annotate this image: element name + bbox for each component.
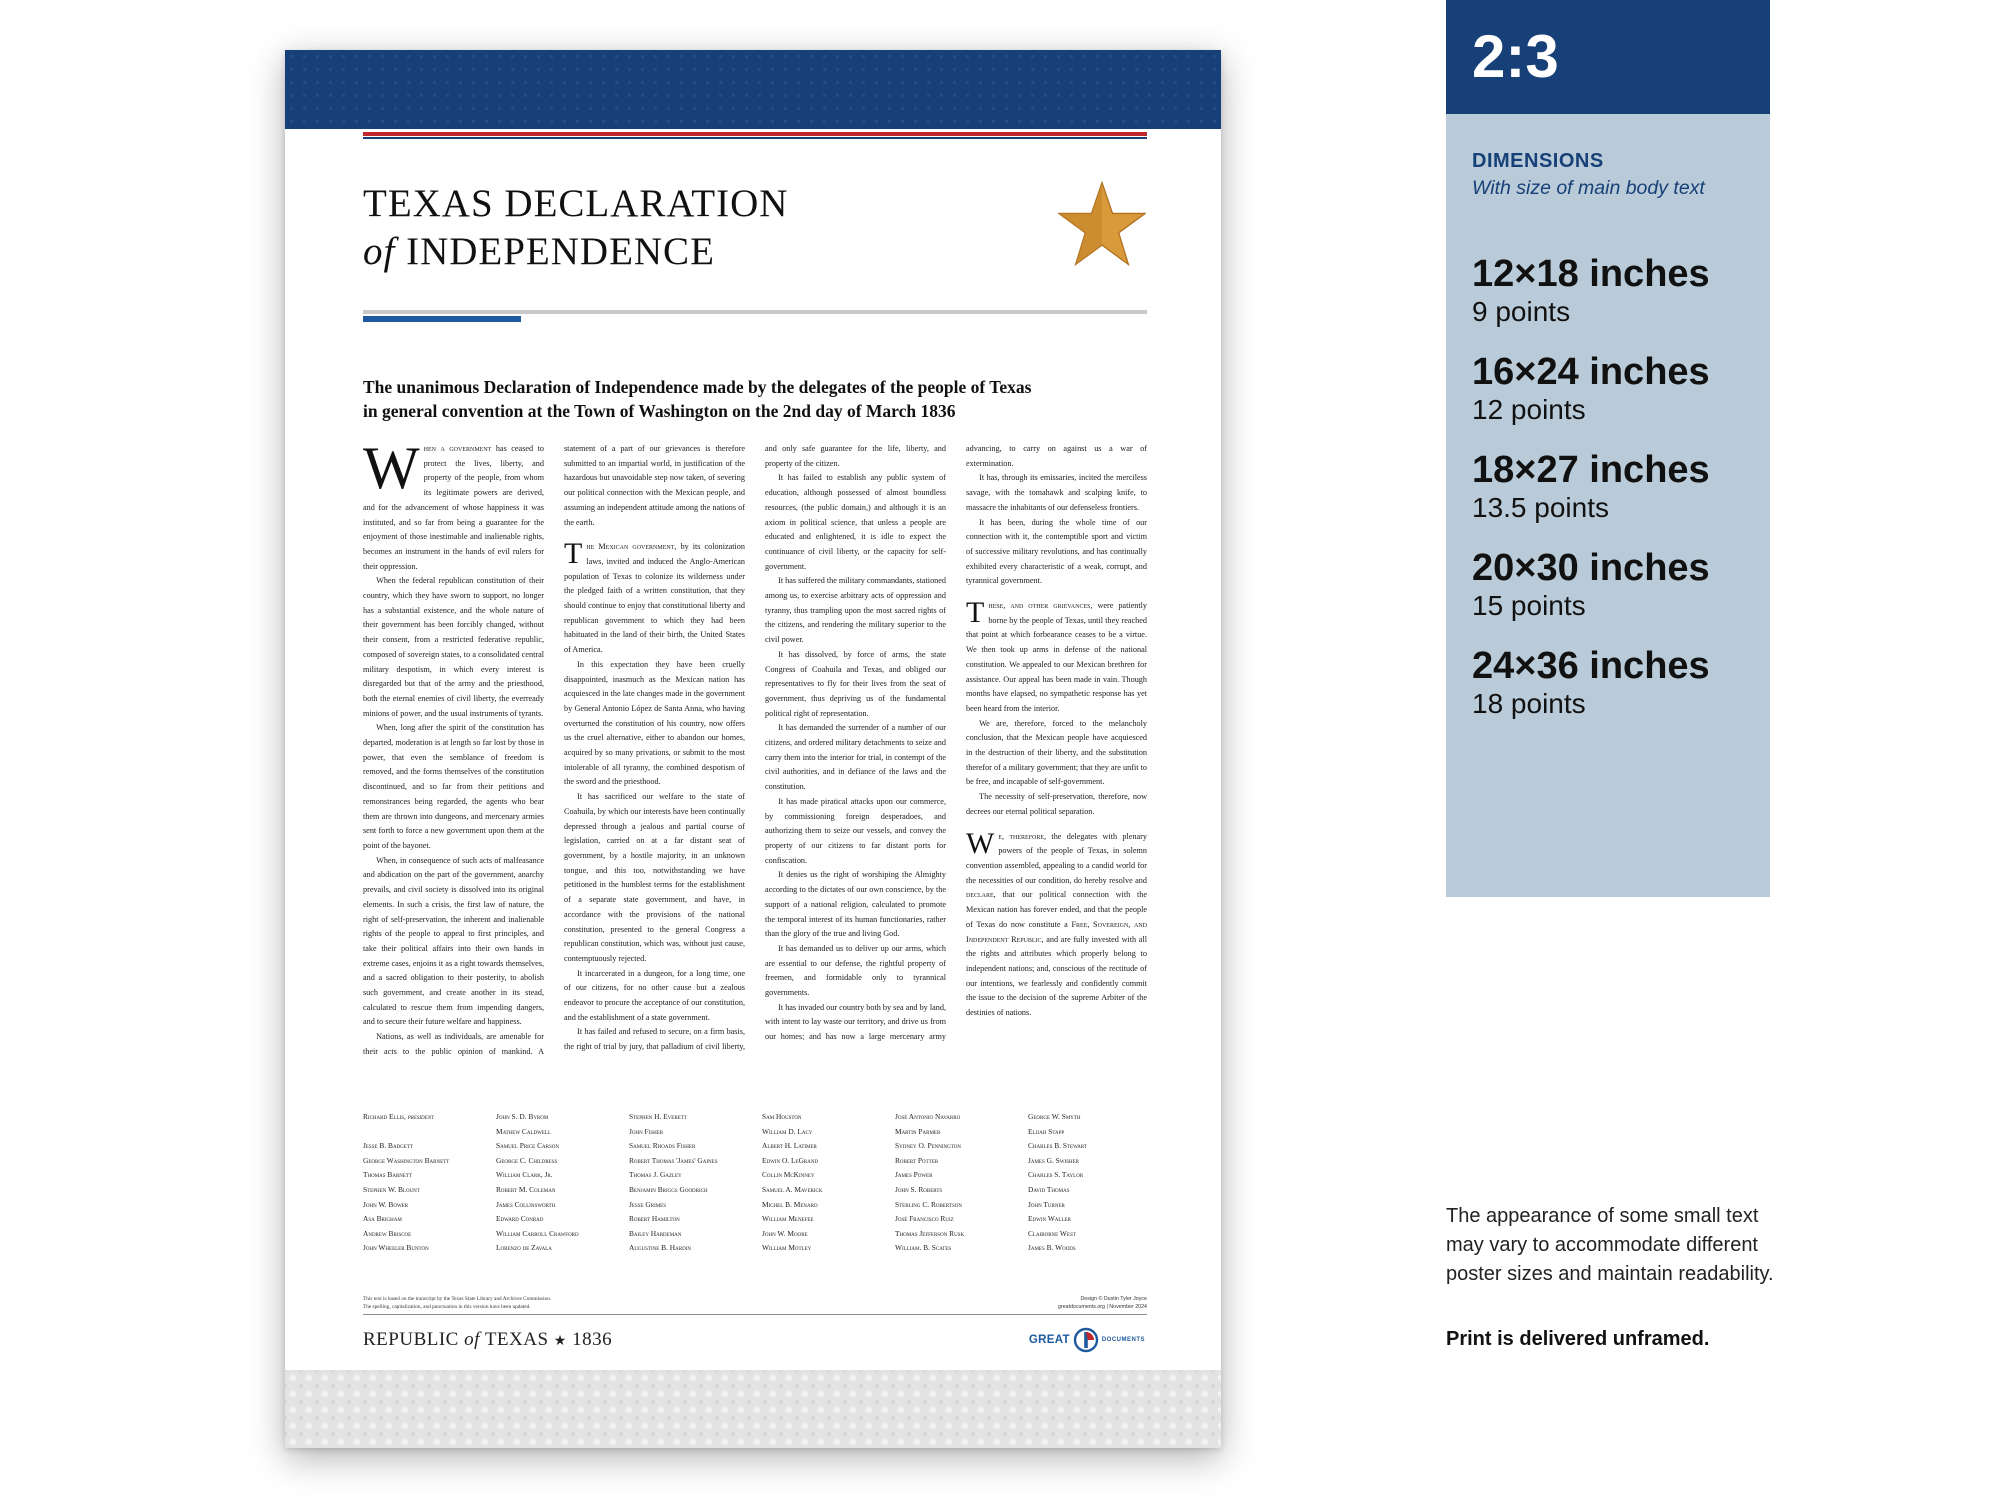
signer-name: Thomas Barnett — [363, 1170, 413, 1180]
signer-name: George W. Smyth — [1028, 1112, 1081, 1121]
signer-name: Sydney O. Pennington — [895, 1141, 961, 1151]
signer-name: John Fisher — [629, 1126, 664, 1136]
title-line-2 — [363, 228, 788, 276]
signer-name: Mathew Caldwell — [496, 1126, 552, 1136]
paragraph: It has invaded our country both by sea and by land, with intent to lay waste our territory, and drive us from our homes; and has now a large mercenary army advancing, to carry on against us a war of extermination. — [765, 444, 1147, 1042]
grey-rule — [363, 310, 1147, 314]
signer-name: Robert Thomas 'James' Gaines — [629, 1155, 718, 1165]
title-line-1: TEXAS DECLARATION — [363, 182, 789, 225]
size-label: 18×27 inches — [1472, 449, 1710, 491]
signer-name: James G. Swisher — [1028, 1155, 1079, 1165]
small-caps-lead: hen a government — [423, 444, 492, 453]
signer-name: Stephen W. Blount — [363, 1184, 420, 1194]
paragraph: The necessity of self-preservation, therefore, now decrees our eternal political separation. — [966, 792, 1147, 816]
size-label: 20×30 inches — [1472, 547, 1710, 589]
logo-word-great: GREAT — [1028, 1334, 1070, 1346]
small-caps-lead: e, therefore — [998, 831, 1045, 841]
signer-name: William Carroll Crawford — [496, 1228, 579, 1238]
signer-president — [363, 1110, 496, 1125]
paragraph: It has sacrificed our welfare to the state of Coahuila, by which our interests have been continually depressed through a jealous and partial course of legislation, carried on at a far distant seat of government, by a hostile majority, in an unknown tongue, and this too, notwithstanding we have petitioned in the humblest terms for the establishment of a separate state government, and have, in accordance with the provisions of the national constitution, presented to the general Congress a republican constitution, which was, without just cause, contemptuously rejected. — [564, 792, 745, 963]
title-of: of — [363, 230, 396, 273]
paragraph: When the federal republican constitution of their country, which they have sworn to support, no longer has a substantial existence, and the whole nature of their government has been forcibly changed, without their consent, from a restricted federative republic, composed of sovereign states, to a consolidated central military despotism, in which every interest is disregarded but that of the army and the priesthood, both the eternal enemies of civil liberty, the everready minions of power, and the usual instruments of tyrants. — [363, 576, 544, 718]
paragraph: When, long after the spirit of the constitution has departed, moderation is at length so far lost by those in power, that even the semblance of freedom is removed, and the forms themselves of the constitution discontinued, and so far from their petitions and remonstrances being regarded, the agents who bear them are thrown into dungeons, and mercenary armies sent forth to force a new government upon them at the point of the bayonet. — [363, 723, 544, 850]
signer-name: Richard Ellis, — [363, 1112, 406, 1121]
signers-column-4 — [762, 1110, 895, 1256]
signer-name: Bailey Hardeman — [629, 1228, 682, 1238]
paragraph: It has demanded us to deliver up our arms, which are essential to our defense, the rightful property of freemen, and formidable only to tyrannical governments. — [765, 943, 946, 998]
footer-word: REPUBLIC — [363, 1329, 459, 1350]
paragraph-text: , by its colonization laws, invited and induced the Anglo-American population of Texas to colonize its wilderness under the pledged faith of a written constitution, that they should continue to enjoy that constitutional liberty and republican government to which they had been habituated in the land of their birth, the United States of America. — [564, 542, 745, 655]
small-caps-word: declare — [966, 890, 994, 900]
great-documents-logo-icon — [1073, 1327, 1099, 1353]
paragraph — [564, 537, 745, 658]
signer-name: John S. D. Byrom — [496, 1112, 549, 1121]
size-option — [1472, 350, 1770, 426]
size-label: 24×36 inches — [1472, 645, 1710, 687]
text-size-label: 13.5 points — [1472, 492, 1609, 523]
paragraph-text: , the delegates with plenary powers of the people of Texas, in solemn convention assembled, appealing to a candid world for the necessities of our condition, do hereby resolve and — [966, 831, 1147, 885]
signer-name: George C. Childress — [496, 1155, 558, 1165]
paragraph: Nations, as well as individuals, are amenable for their acts to the public opinion of mankind. A statement of a part of our grievances is therefore submitted to an impartial world, in justification of the hazardous but unavoidable step now taken, of severing our political connection with the Mexican people, and assuming an independent attitude among the nations of the earth. — [363, 444, 745, 1056]
paragraph — [363, 442, 544, 574]
source-note-line-2: The spelling, capitalization, and punctuation in this version have been updated. — [363, 1304, 531, 1310]
bottom-pattern-band — [285, 1370, 1221, 1448]
small-star-icon: ★ — [553, 1334, 567, 1349]
paragraph: In this expectation they have been cruelly disappointed, inasmuch as the Mexican nation has acquiesced in the late changes made in the government by General Antonio López de Santa Anna, who having overturned the constitution of his country, now offers us the cruel alternative, either to abandon our homes, acquired by so many privations, or submit to the most intolerable of all tyranny, the combined despotism of the sword and the priesthood. — [564, 659, 745, 787]
poster — [285, 50, 1221, 1448]
appearance-note: The appearance of some small text may vary to accommodate different poster sizes and maintain readability. — [1446, 1205, 1774, 1285]
star-icon — [1058, 180, 1146, 268]
signer-name: Andrew Briscoe — [363, 1228, 412, 1238]
text-size-label: 18 points — [1472, 688, 1586, 719]
red-rule — [363, 132, 1147, 136]
small-caps-lead: hese, and other grievances — [988, 601, 1091, 611]
signer-name: Elijah Stapp — [1028, 1126, 1065, 1136]
paragraph-text: , and are fully invested with all the rights and attributes which properly belong to independent nations; and, conscious of the rectitude of our intentions, we fearlessly and confidently commit the issue to the decision of the supreme Arbiter of the destinies of nations. — [966, 934, 1147, 1018]
size-option — [1472, 546, 1770, 622]
signer-name: Augustine B. Hardin — [629, 1243, 691, 1253]
declaration-body — [363, 442, 1147, 1122]
drop-cap: W — [363, 442, 420, 501]
text-size-label: 9 points — [1472, 296, 1571, 327]
source-note-line-1: This text is based on the transcript by the Texas State Library and Archives Commission. — [363, 1296, 552, 1302]
accent-rule — [363, 316, 521, 322]
paragraph — [966, 826, 1147, 1021]
paragraph: It denies us the right of worshiping the Almighty according to the dictates of our own conscience, by the support of a national religion, calculated to promote the temporal interest of its human functionaries, rather than the glory of the true and living God. — [765, 870, 946, 939]
text-size-label: 15 points — [1472, 590, 1586, 621]
paragraph: It has failed and refused to secure, on a firm basis, the right of trial by jury, that palladium of civil liberty, and only safe guarantee for the life, liberty, and property of the citizen. — [564, 444, 946, 1052]
text-size-label: 12 points — [1472, 394, 1586, 425]
signer-title: president — [407, 1112, 434, 1121]
top-color-band — [285, 50, 1221, 129]
signer-name: James Power — [895, 1170, 933, 1180]
signer-name: Samuel A. Maverick — [762, 1184, 823, 1194]
signer-name: Jesse Grimes — [629, 1199, 667, 1209]
signer-name: Asa Brigham — [363, 1214, 402, 1224]
paragraph: It has made piratical attacks upon our commerce, by commissioning foreign desperadoes, and authorizing them to seize our vessels, and convey the property of our citizens to far distant ports for confiscation. — [765, 796, 946, 865]
footer-year: 1836 — [572, 1329, 613, 1350]
source-note — [363, 1295, 683, 1311]
signer-name: William Clark, Jr. — [496, 1170, 553, 1180]
footer-word: TEXAS — [484, 1329, 549, 1350]
signer-name: George Washington Barnett — [363, 1155, 450, 1165]
signers-column-6 — [1028, 1110, 1161, 1256]
signer-name: Sterling C. Robertson — [895, 1199, 962, 1209]
paragraph: It has been, during the whole time of our connection with it, the contemptible sport and victim of successive military revolutions, and has continually exhibited every characteristic of a weak, corrupt, and tyrannical government. — [966, 517, 1147, 586]
signer-name: John W. Bower — [363, 1199, 409, 1209]
small-caps-word: Free, Sovereign, and Independent Republic — [966, 919, 1147, 944]
signer-name: Martin Parmer — [895, 1126, 941, 1136]
signer-name: John Turner — [1028, 1199, 1065, 1209]
paragraph: It has demanded the surrender of a number of our citizens, and ordered military detachments to seize and carry them into the interior for trial, in contempt of the civil authorities, and in defiance of the laws and the constitution. — [765, 723, 946, 792]
signer-name: Robert M. Coleman — [496, 1184, 556, 1194]
signer-name: Benjamin Briggs Goodrich — [629, 1184, 708, 1194]
footer-republic-text — [363, 1329, 612, 1351]
dimensions-heading: DIMENSIONS — [1472, 150, 1604, 172]
signers-list — [363, 1110, 1163, 1256]
signer-name: Edward Conrad — [496, 1214, 544, 1224]
signer-name: Charles S. Taylor — [1028, 1170, 1084, 1180]
paragraph: When, in consequence of such acts of malfeasance and abdication on the part of the government, anarchy prevails, and civil society is dissolved into its original elements. In such a crisis, the first law of nature, the right of self-preservation, the inherent and inalienable rights of the people to appeal to first principles, and take their political affairs into their own hands in extreme cases, enjoins it as a right towards themselves, and a sacred obligation to their posterity, to abolish such government, and create another in its stead, calculated to rescue them from impending dangers, and to secure their future welfare and happiness. — [363, 855, 544, 1027]
paragraph-text: , that our political connection with the Mexican nation has forever ended, and that the people of Texas do now constitute a — [966, 890, 1147, 929]
signer-name: Edwin O. LeGrand — [762, 1155, 819, 1165]
signer-name: William. B. Scates — [895, 1243, 952, 1253]
signer-name: Michel B. Menard — [762, 1199, 818, 1209]
signer-name: Thomas Jefferson Rusk — [895, 1228, 965, 1238]
signer-name: James Collinsworth — [496, 1199, 556, 1209]
size-label: 12×18 inches — [1472, 253, 1710, 295]
size-list — [1446, 252, 1770, 720]
design-credit — [947, 1295, 1147, 1311]
paragraph: It has suffered the military commandants, stationed among us, to exercise arbitrary acts of oppression and tyranny, thus trampling upon the most sacred rights of the citizens, and rendering the military superior to the civil power. — [765, 576, 946, 645]
signer-name: Robert Potter — [895, 1155, 939, 1165]
paragraph: It has, through its emissaries, incited the merciless savage, with the tomahawk and scalping knife, to massacre the inhabitants of our defenseless frontiers. — [966, 473, 1147, 512]
signer-name: Samuel Rhoads Fisher — [629, 1141, 696, 1151]
footer-word: of — [464, 1329, 480, 1350]
paragraph: It has failed to establish any public system of education, although possessed of almost boundless resources, (the public domain,) and although it is an axiom in political science, that unless a people are educated and enlightened, it is idle to expect the continuance of civil liberty, or the capacity for self-government. — [765, 473, 946, 571]
great-documents-logo — [1029, 1327, 1145, 1353]
paragraph-text: has ceased to protect the lives, liberty, and property of the people, from whom its legitimate powers are derived, and for the advancement of whose happiness it was instituted, and so far from being a guarantee for the enjoyment of those inestimable and inalienable rights, becomes an instrument in the hands of evil rulers for their oppression. — [363, 444, 544, 571]
size-option — [1472, 644, 1770, 720]
poster-title — [363, 180, 788, 276]
paragraph-text: , were patiently borne by the people of Texas, until they reached that point at which forbearance ceases to be a virtue. We then took up arms in defense of the national constitution. We appealed to our Mexican brethren for assistance. Our appeal has been made in vain. Though months have elapsed, no sympathetic response has yet been heard from the interior. — [966, 601, 1147, 713]
signer-name: Claiborne West — [1028, 1228, 1076, 1238]
dimensions-panel — [1446, 0, 1770, 897]
signer-name: David Thomas — [1028, 1184, 1070, 1194]
signer-name: Samuel Price Carson — [496, 1141, 559, 1151]
signer-name: Stephen H. Everett — [629, 1112, 687, 1121]
signer-name: Collin McKinney — [762, 1170, 815, 1180]
signer-name: José Francisco Ruiz — [895, 1214, 954, 1224]
signer-name: Thomas J. Gazley — [629, 1170, 682, 1180]
paragraph: We are, therefore, forced to the melancholy conclusion, that the Mexican people have acquiesced in the destruction of their liberty, and the substitution therefor of a military government; that they are unfit to be free, and incapable of self-government. — [966, 718, 1147, 787]
signer-name: John S. Roberts — [895, 1184, 943, 1194]
intro-line-2: in general convention at the Town of Washington on the 2nd day of March 1836 — [363, 401, 956, 421]
paragraph: It has dissolved, by force of arms, the state Congress of Coahuila and Texas, and obliged our representatives to fly for their lives from the seat of government, thus depriving us of the fundamental political right of representation. — [765, 649, 946, 718]
size-option — [1472, 448, 1770, 524]
paragraph — [966, 596, 1147, 717]
intro-line-1: The unanimous Declaration of Independence made by the delegates of the people of Texas — [363, 377, 1032, 397]
drop-cap: T — [564, 537, 583, 571]
dimensions-subheading: With size of main body text — [1472, 177, 1705, 199]
signer-name: Jesse B. Badgett — [363, 1141, 413, 1151]
signer-name: John W. Moore — [762, 1228, 808, 1238]
logo-word-documents: DOCUMENTS — [1101, 1337, 1145, 1343]
paragraph: It incarcerated in a dungeon, for a long time, one of our citizens, for no other cause but a zealous endeavor to procure the acceptance of our constitution, and the establishment of a state government. — [564, 968, 745, 1022]
unframed-note: Print is delivered unframed. — [1446, 1328, 1710, 1350]
aspect-ratio: 2:3 — [1446, 0, 1770, 114]
signers-column-3 — [629, 1110, 762, 1256]
size-option — [1472, 252, 1770, 328]
footer-rule — [363, 1314, 1147, 1315]
signer-name: Edwin Waller — [1028, 1214, 1071, 1224]
signer-name: James B. Woods — [1028, 1243, 1076, 1253]
signer-name: Charles B. Stewart — [1028, 1141, 1087, 1151]
title-independence: INDEPENDENCE — [406, 230, 715, 273]
signer-name: Robert Hamilton — [629, 1214, 680, 1224]
size-label: 16×24 inches — [1472, 351, 1710, 393]
signers-column-1 — [363, 1110, 496, 1256]
signer-name: Albert H. Latimer — [762, 1141, 817, 1151]
signers-column-5 — [895, 1110, 1028, 1256]
drop-cap: T — [966, 596, 985, 630]
design-credit-line-1: Design © Dustin Tyler Joyce — [1080, 1296, 1147, 1302]
signer-name: José Antonio Navarro — [895, 1112, 961, 1121]
small-caps-lead: he Mexican government — [586, 542, 675, 552]
signer-name: William Motley — [762, 1243, 812, 1253]
signer-name: William D. Lacy — [762, 1126, 813, 1136]
signer-name: Lorenzo de Zavala — [496, 1243, 552, 1253]
blue-rule — [363, 137, 1147, 139]
signer-name: Sam Houston — [762, 1112, 802, 1121]
drop-cap: W — [966, 826, 995, 860]
intro-statement — [363, 375, 1123, 423]
design-credit-line-2: greatdocuments.org | November 2024 — [1057, 1304, 1147, 1310]
signer-name: William Menefee — [762, 1214, 814, 1224]
signers-column-2 — [496, 1110, 629, 1256]
signer-name: John Wheeler Bunton — [363, 1243, 429, 1253]
